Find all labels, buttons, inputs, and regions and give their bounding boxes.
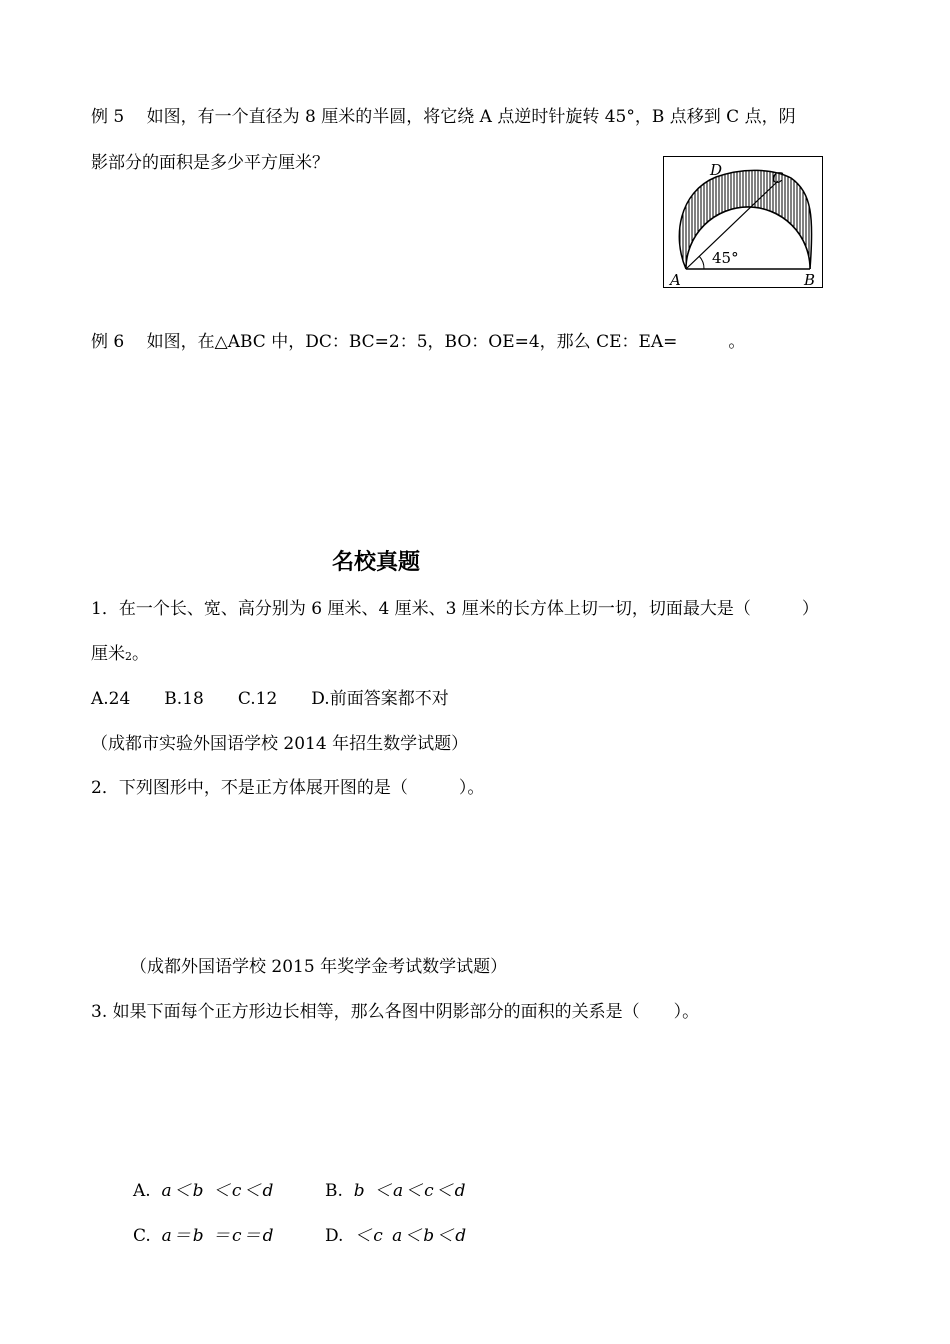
- example5-figure: [663, 156, 823, 288]
- q3-option-A: [133, 1180, 275, 1202]
- q1-text-line1: 1．在一个长、宽、高分别为 6 厘米、4 厘米、3 厘米的长方体上切一切，切面最大是（ ）: [91, 599, 819, 619]
- q3-text: 3. 如果下面每个正方形边长相等，那么各图中阴影部分的面积的关系是（ ）。: [91, 1002, 700, 1022]
- q3-option-A-expr: a＜b ＜c＜d: [161, 1181, 276, 1201]
- q3-option-C: [133, 1225, 275, 1247]
- q1-source: （成都市实验外国语学校 2014 年招生数学试题）: [91, 734, 469, 754]
- q2-source: （成都外国语学校 2015 年奖学金考试数学试题）: [130, 957, 508, 977]
- q3-option-A-label: A.: [133, 1181, 151, 1201]
- q1-text-line2: [91, 643, 149, 668]
- q3-option-D: [325, 1225, 468, 1247]
- section-title: 名校真题: [332, 550, 421, 575]
- q3-option-B-label: B.: [325, 1181, 343, 1201]
- example5-text-line1: 例 5 如图，有一个直径为 8 厘米的半圆，将它绕 A 点逆时针旋转 45°，B 点移到 C 点，阴: [91, 107, 796, 127]
- q2-text: 2．下列图形中，不是正方体展开图的是（ ）。: [91, 778, 485, 798]
- label-A: A: [670, 271, 681, 287]
- q3-option-D-label: D.: [325, 1226, 344, 1246]
- angle-label: 45°: [712, 249, 739, 267]
- example5-text-line2: 影部分的面积是多少平方厘米？: [91, 153, 329, 173]
- rotated-semicircle-diagram: [664, 157, 822, 287]
- q3-option-D-expr: ＜c a＜b＜d: [354, 1226, 469, 1246]
- label-C: C: [772, 169, 784, 187]
- q1-unit-exponent: 2: [125, 650, 132, 663]
- q3-option-C-expr: a＝b ＝c＝d: [161, 1226, 276, 1246]
- q3-option-B-expr: b ＜a＜c＜d: [353, 1181, 468, 1201]
- label-D: D: [710, 161, 723, 179]
- q1-unit: 厘米: [91, 644, 125, 664]
- q3-option-B: [325, 1180, 468, 1202]
- q1-line-end: 。: [132, 644, 149, 664]
- label-B: B: [804, 271, 816, 287]
- q1-options: A.24 B.18 C.12 D.前面答案都不对: [91, 689, 449, 709]
- q3-option-C-label: C.: [133, 1226, 151, 1246]
- example6-text: 例 6 如图，在△ABC 中，DC：BC=2：5，BO：OE=4，那么 CE：EA= 。: [91, 332, 746, 352]
